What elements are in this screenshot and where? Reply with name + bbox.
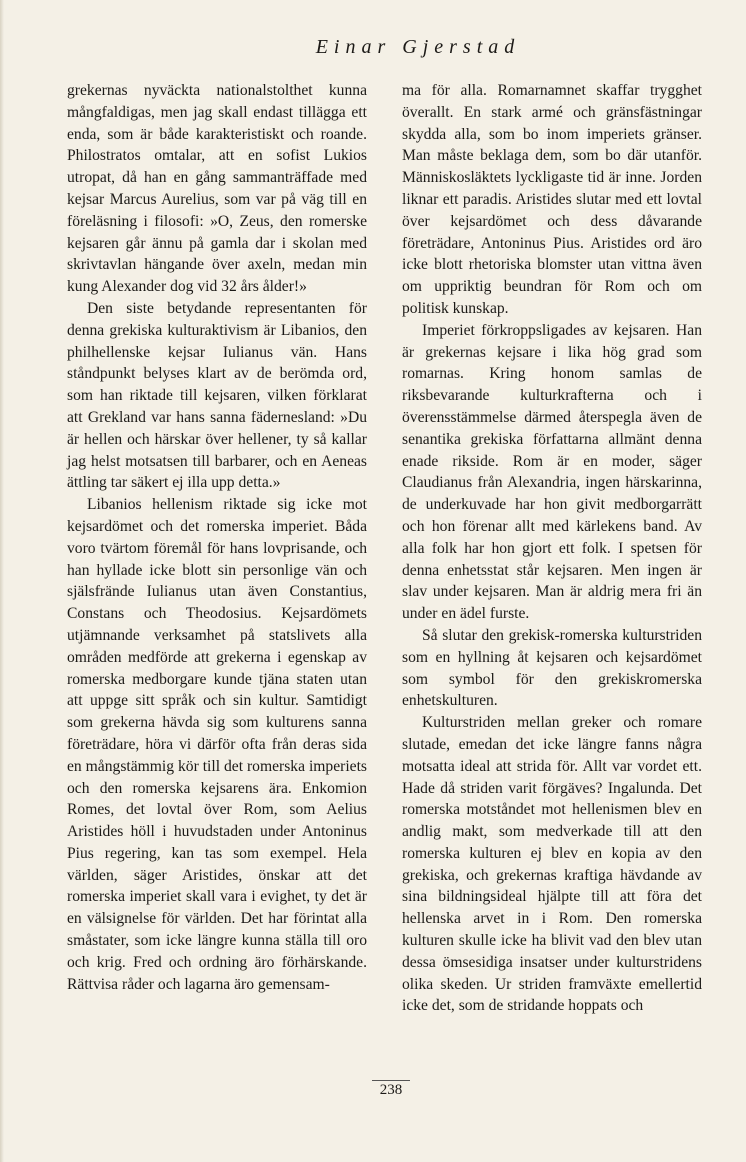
running-head: Einar Gjerstad — [315, 36, 521, 58]
page-gutter — [0, 0, 4, 1162]
paragraph: Den siste betydande representanten för denna grekiska kulturaktivism är Libanios, den philhellenske kejsar Iulianus vän. Hans ståndpunkt belyses klart av de berömda ord, som han riktade till kejsaren, vilken förklarat att Grekland var hans sanna fädernesland: »Du är hellen och härskar över hellener, ty så kallar jag helst motsatsen till barbarer, och en Aeneas ättling tar säkert ej illa upp detta.» — [67, 299, 367, 492]
paragraph: Så slutar den grekisk-romerska kulturstriden som en hyllning åt kejsaren och kejsardömet som symbol för den grekiskromerska enhetskulturen. — [402, 626, 702, 710]
paragraph: Kulturstriden mellan greker och romare slutade, emedan det icke längre fanns några motsatta ideal att strida för. Allt var vordet ett. Hade då striden varit förgäves? Ingalunda. Det romerska motståndet mot hellenismen blev en andlig makt, som medverkade till att den romerska kulturen ej blev en kopia av den grekiska, och grekernas kraftiga hävdande av sina bildningsideal hjälpte till att föra det hellenska arvet in i Rom. Den romerska kulturen skulle icke ha blivit vad den blev utan dessa ömsesidiga insatser under kulturstridens olika skeden. Ur striden framväxte emellertid icke det, som de stridande hoppats och — [402, 714, 702, 1015]
paragraph: ma för alla. Romarnamnet skaffar trygghet överallt. En stark armé och gränsfästningar skydda alla, som bo inom imperiets gränser. Man måste beklaga dem, som bo där utanför. Människosläktets lyckligaste tid är inne. Jorden liknar ett paradis. Aristides slutar med ett lovtal över kejsardömet och dess dåvarande företrädare, Antoninus Pius. Aristides ord äro icke blott rhetoriska blomster utan vittna även om uppriktig beundran för Rom och om politisk kunskap. — [402, 82, 702, 317]
page-number-rule — [372, 1080, 410, 1081]
left-column — [67, 80, 367, 995]
paragraph: Imperiet förkroppsligades av kejsaren. Han är grekernas kejsare i lika hög grad som romarnas. Kring honom samlas de riksbevarande kulturkrafterna och i överensstämmelse därmed återspegla även de senantika grekiska författarna allmänt denna enade rikside. Rom är en moder, säger Claudianus från Alexandria, ingen härskarinna, de underkuvade har hon givit medborgarrätt och hon förenar allt med kärlekens band. Av alla folk har hon gjort ett folk. I spetsen för denna enhetsstat står kejsaren. Men ingen är slav under kejsaren. Man är aldrig mera fri än under en ädel furste. — [402, 321, 702, 623]
right-column — [402, 80, 702, 1017]
paragraph: Libanios hellenism riktade sig icke mot kejsardömet och det romerska imperiet. Båda voro tvärtom föremål för hans lovprisande, och han hyllade icke blott sin personlige vän och själsfrände Iulianus utan även Constantius, Constans och Theodosius. Kejsardömets utjämnande verksamhet på statslivets alla områden medförde att grekerna i egenskap av romerska medborgare kunde tjäna staten utan att uppge sitt språk och sin kultur. Samtidigt som grekerna hävda sig som kulturens sanna företrädare, höra vi därför ofta från deras sida en mångstämmig kör till det romerska imperiets och den romerska kejsarens ära. Enkomion Romes, det lovtal över Rom, som Aelius Aristides höll i huvudstaden under Antoninus Pius regering, kan tas som exempel. Hela världen, säger Aristides, önskar att det romerska imperiet skall vara i evighet, ty det är en välsignelse för världen. Det har förintat alla småstater, som icke längre kunna ställa till oro och krig. Fred och ordning äro förhärskande. Rättvisa råder och lagarna äro gemensam- — [67, 496, 367, 993]
page-number: 238 — [379, 1082, 403, 1098]
paragraph: grekernas nyväckta nationalstolthet kunna mångfaldigas, men jag skall endast tillägga ett enda, som är både karakteristiskt och roande. Philostratos omtalar, att en sofist Lukios utropat, då han en gång sammanträffade med kejsar Marcus Aurelius, som var på väg till en föreläsning i filosofi: »O, Zeus, den romerske kejsaren går ännu på gamla dar i skolan med skrivtavlan hängande över axeln, medan min kung Alexander dog vid 32 års ålder!» — [67, 82, 367, 296]
